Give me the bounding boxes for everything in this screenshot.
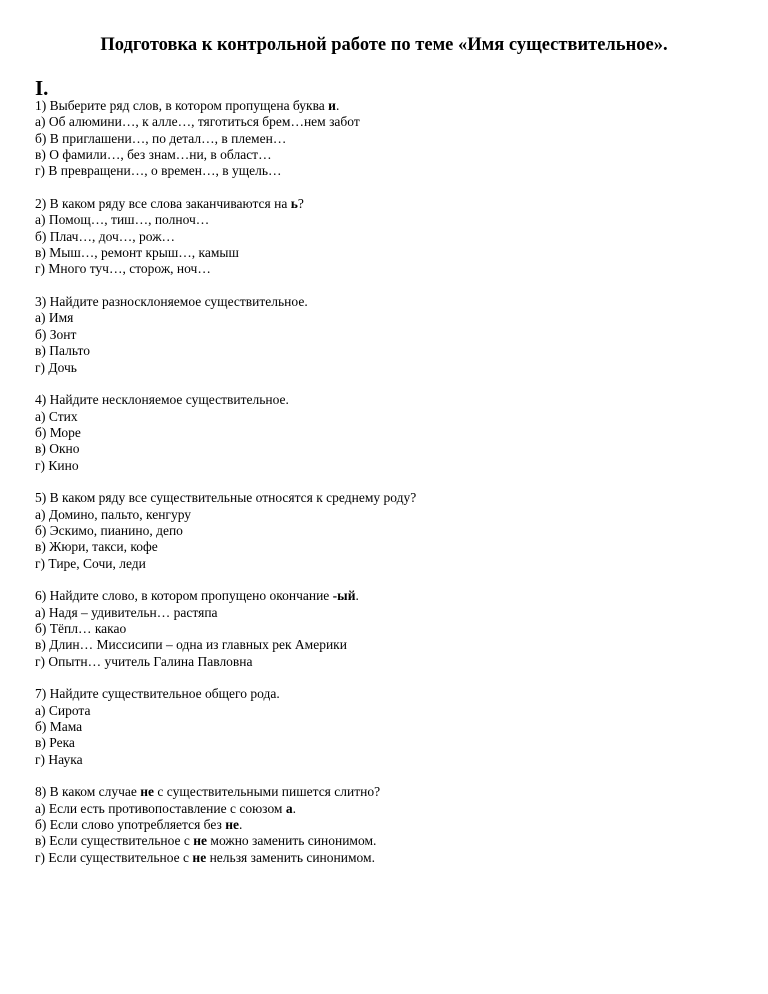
- answer-option: [35, 801, 755, 817]
- answer-option: а) Сирота: [35, 702, 91, 718]
- text-run: б) Если слово употребляется без: [35, 817, 226, 833]
- text-run: .: [292, 800, 296, 816]
- page-title: Подготовка к контрольной работе по теме «Имя существительное».: [100, 35, 668, 55]
- question-text: [35, 392, 755, 408]
- answer-option: в) Река: [35, 735, 75, 751]
- answer-option: г) В превращени…, о времен…, в ущель…: [35, 163, 282, 179]
- question-block: [35, 294, 755, 376]
- answer-option: б) Плач…, доч…, рож…: [35, 228, 176, 244]
- answer-option: в) О фамили…, без знам…ни, в област…: [35, 147, 272, 163]
- answer-option: б) Эскимо, пианино, депо: [35, 522, 183, 538]
- text-run: .: [335, 98, 340, 113]
- text-run: нельзя заменить синонимом.: [206, 849, 375, 865]
- question-block: [35, 588, 755, 670]
- emphasized-text: не: [225, 817, 240, 833]
- question-text: [35, 196, 755, 212]
- answer-option: а) Домино, пальто, кенгуру: [35, 506, 192, 522]
- answer-option: г) Дочь: [35, 359, 77, 375]
- answer-option: б) Зонт: [35, 326, 77, 342]
- answer-option: в) Длин… Миссисипи – одна из главных рек Америки: [35, 637, 347, 653]
- text-run: 3) Найдите разносклоняемое существительное.: [35, 294, 308, 310]
- text-run: с существительными пишется слитно?: [154, 784, 381, 800]
- text-run: ?: [297, 196, 304, 212]
- question-text: [35, 98, 755, 114]
- emphasized-text: не: [192, 849, 207, 865]
- text-run: 4) Найдите несклоняемое существительное.: [35, 392, 289, 408]
- answer-option: г) Много туч…, сторож, ноч…: [35, 261, 211, 277]
- answer-option: г) Наука: [35, 751, 83, 767]
- answer-option: г) Тире, Сочи, леди: [35, 555, 146, 571]
- text-run: г) Если существительное с: [35, 849, 193, 865]
- emphasized-text: и: [328, 98, 336, 113]
- question-block: [35, 98, 755, 180]
- answer-option: г) Кино: [35, 457, 79, 473]
- emphasized-text: не: [193, 833, 208, 849]
- question-block: [35, 686, 755, 768]
- question-text: [35, 294, 755, 310]
- text-run: в) Если существительное с: [35, 833, 194, 849]
- question-text: [35, 588, 755, 604]
- answer-option: а) Надя – удивительн… растяпа: [35, 604, 218, 620]
- answer-option: в) Окно: [35, 441, 80, 457]
- answer-option: б) Тёпл… какао: [35, 621, 127, 636]
- answer-option: [35, 817, 755, 833]
- answer-option: а) Об алюмини…, к алле…, тяготиться брем…нем забот: [35, 114, 360, 130]
- question-text: [35, 686, 755, 702]
- answer-option: б) В приглашени…, по детал…, в племен…: [35, 130, 287, 146]
- answer-option: [35, 833, 755, 849]
- question-text: [35, 784, 755, 800]
- emphasized-text: не: [140, 784, 155, 800]
- answer-option: г) Опытн… учитель Галина Павловна: [35, 653, 253, 669]
- text-run: 5) В каком ряду все существительные относятся к среднему роду?: [35, 490, 417, 506]
- text-run: 6) Найдите слово, в котором пропущено окончание: [35, 588, 333, 604]
- question-block: [35, 490, 755, 572]
- text-run: 7) Найдите существительное общего рода.: [35, 686, 280, 702]
- answer-option: б) Мама: [35, 719, 83, 735]
- text-run: .: [239, 817, 243, 833]
- emphasized-text: ь: [290, 196, 298, 212]
- text-run: 1) Выберите ряд слов, в котором пропущена буква: [35, 98, 329, 113]
- question-block: [35, 392, 755, 474]
- text-run: можно заменить синонимом.: [207, 833, 377, 849]
- text-run: 8) В каком случае: [35, 784, 141, 800]
- answer-option: б) Море: [35, 424, 81, 440]
- section-heading: I.: [35, 76, 49, 100]
- text-run: 2) В каком ряду все слова заканчиваются на: [35, 196, 291, 212]
- answer-option: [35, 850, 755, 866]
- answer-option: а) Помощ…, тиш…, полноч…: [35, 212, 210, 228]
- answer-option: в) Мыш…, ремонт крыш…, камыш: [35, 245, 239, 261]
- answer-option: в) Жюри, такси, кофе: [35, 539, 158, 555]
- emphasized-text: а: [285, 800, 293, 816]
- question-block: [35, 196, 755, 278]
- text-run: .: [355, 588, 359, 604]
- answer-option: а) Стих: [35, 408, 78, 424]
- text-run: а) Если есть противопоставление с союзом: [35, 800, 286, 816]
- question-list: [35, 98, 755, 883]
- question-text: [35, 490, 755, 506]
- answer-option: в) Пальто: [35, 343, 90, 359]
- question-block: [35, 784, 755, 866]
- emphasized-text: -ый: [332, 588, 356, 604]
- answer-option: а) Имя: [35, 310, 74, 326]
